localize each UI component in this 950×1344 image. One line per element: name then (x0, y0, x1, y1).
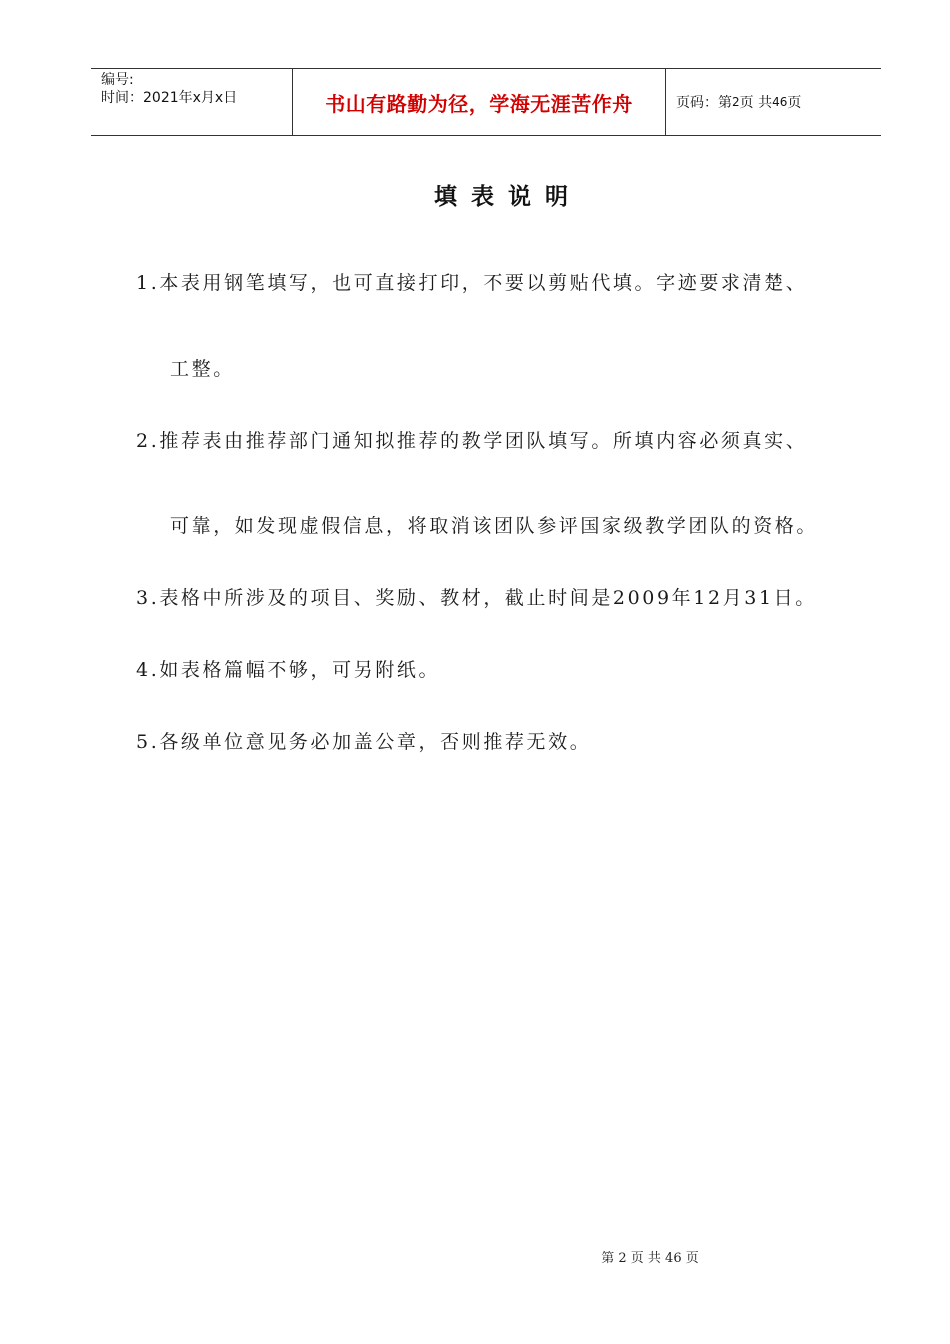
page-total: 46 (772, 95, 788, 109)
header-page-number (666, 69, 881, 135)
page-footer: 第 2 页 共 46 页 (601, 1251, 699, 1266)
page-current: 2 (732, 95, 740, 109)
instruction-2-line-2: 可靠，如发现虚假信息，将取消该团队参评国家级教学团队的资格。 (170, 515, 819, 537)
serial-number-label: 编号: (101, 72, 134, 88)
header-meta (91, 69, 293, 135)
page-middle: 页 共 (739, 95, 773, 111)
instruction-5: 5.各级单位意见务必加盖公章，否则推荐无效。 (136, 731, 592, 753)
instruction-2-line-1: 2.推荐表由推荐部门通知拟推荐的教学团队填写。所填内容必须真实、 (136, 430, 808, 452)
header-motto: 书山有路勤为径，学海无涯苦作舟 (293, 69, 666, 135)
page-title: 填表说明 (434, 184, 582, 210)
instruction-3: 3.表格中所涉及的项目、奖励、教材，截止时间是2009年12月31日。 (136, 587, 817, 609)
date-label: 时间：2021年x月x日 (101, 90, 238, 106)
instruction-1-line-1: 1.本表用钢笔填写，也可直接打印，不要以剪贴代填。字迹要求清楚、 (136, 272, 808, 294)
instruction-1-line-2: 工整。 (170, 358, 235, 380)
instruction-4: 4.如表格篇幅不够，可另附纸。 (136, 659, 441, 681)
page-prefix: 页码：第 (676, 95, 732, 111)
document-header (91, 68, 881, 136)
page-suffix: 页 (787, 95, 802, 111)
